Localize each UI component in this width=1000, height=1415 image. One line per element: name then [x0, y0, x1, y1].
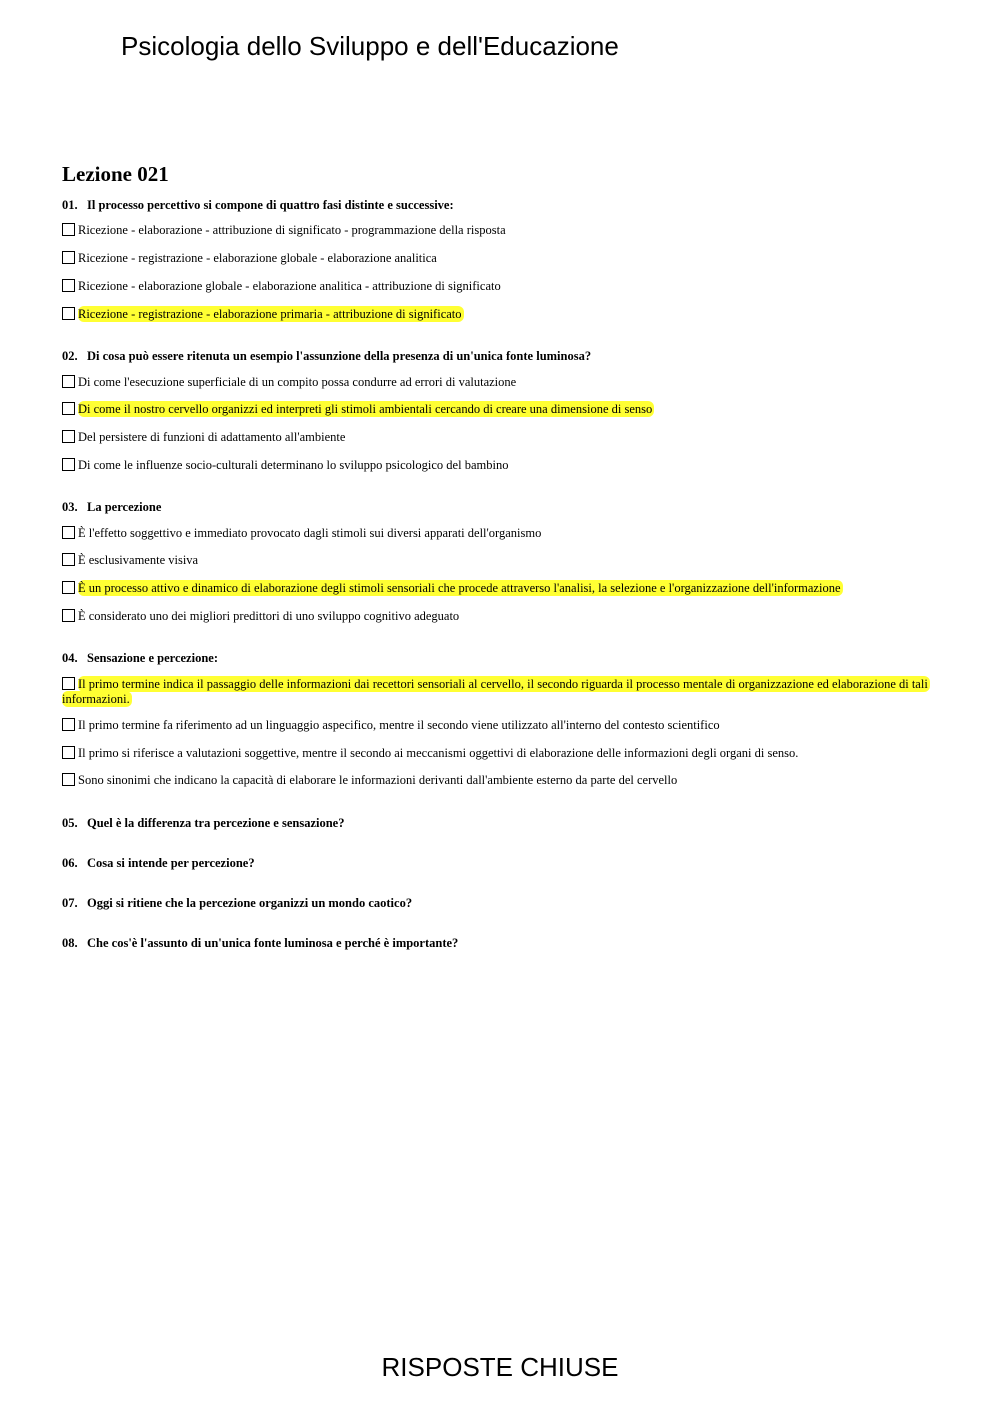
checkbox[interactable] [62, 526, 75, 539]
answer-text: Il primo termine fa riferimento ad un linguaggio aspecifico, mentre il secondo viene utilizzato all'interno del contesto scientifico [78, 718, 720, 732]
answer-option[interactable] [62, 458, 508, 473]
answer-text: Sono sinonimi che indicano la capacità di elaborare le informazioni derivanti dall'ambiente esterno da parte del cervello [78, 773, 678, 787]
question-text: Il processo percettivo si compone di quattro fasi distinte e successive: [87, 198, 454, 212]
answer-text: Ricezione - elaborazione - attribuzione di significato - programmazione della risposta [78, 223, 506, 237]
answer-text: Ricezione - elaborazione globale - elaborazione analitica - attribuzione di significato [78, 279, 501, 293]
question-text: Cosa si intende per percezione? [87, 856, 255, 870]
answer-text: È considerato uno dei migliori predittori di uno sviluppo cognitivo adeguato [78, 609, 460, 623]
answer-text: Del persistere di funzioni di adattamento all'ambiente [78, 430, 346, 444]
question-number: 03. [62, 500, 78, 514]
checkbox[interactable] [62, 307, 75, 320]
checkbox[interactable] [62, 746, 75, 759]
document-title: Psicologia dello Sviluppo e dell'Educazione [121, 31, 619, 61]
checkbox[interactable] [62, 251, 75, 264]
checkbox[interactable] [62, 553, 75, 566]
answer-option[interactable] [62, 553, 198, 568]
question-text: Oggi si ritiene che la percezione organizzi un mondo caotico? [87, 896, 413, 910]
checkbox[interactable] [62, 718, 75, 731]
answer-text: È l'effetto soggettivo e immediato provocato dagli stimoli sui diversi apparati dell'organismo [78, 526, 542, 540]
question-05 [62, 815, 344, 831]
highlighted-answer-text: Ricezione - registrazione - elaborazione primaria - attribuzione di significato [78, 307, 462, 321]
answer-text: Il primo si riferisce a valutazioni soggettive, mentre il secondo ai meccanismi oggettivi di elaborazione delle informazioni degli organi di senso. [78, 746, 799, 760]
question-07 [62, 895, 412, 911]
checkbox[interactable] [62, 402, 75, 415]
question-04 [62, 650, 218, 666]
answer-option-correct[interactable] [62, 677, 937, 707]
answer-option[interactable] [62, 773, 677, 788]
answer-option-correct[interactable] [62, 402, 654, 417]
answer-option[interactable] [62, 251, 437, 266]
question-text: Di cosa può essere ritenuta un esempio l'assunzione della presenza di un'unica fonte luminosa? [87, 349, 592, 363]
answer-option[interactable] [62, 746, 798, 761]
answer-option-correct[interactable] [62, 307, 464, 322]
answer-text: È esclusivamente visiva [78, 553, 199, 567]
question-02 [62, 348, 591, 364]
answer-option[interactable] [62, 609, 459, 624]
question-number: 01. [62, 198, 78, 212]
checkbox[interactable] [62, 609, 75, 622]
question-06 [62, 855, 255, 871]
answer-option[interactable] [62, 718, 720, 733]
highlighted-answer-text: È un processo attivo e dinamico di elaborazione degli stimoli sensoriali che procede attraverso l'analisi, la selezione e l'organizzazione dell'informazione [78, 581, 841, 595]
checkbox[interactable] [62, 458, 75, 471]
question-text: Quel è la differenza tra percezione e sensazione? [87, 816, 345, 830]
question-number: 07. [62, 896, 78, 910]
question-number: 05. [62, 816, 78, 830]
checkbox[interactable] [62, 677, 75, 690]
question-number: 08. [62, 936, 78, 950]
answer-option[interactable] [62, 223, 506, 238]
question-01 [62, 197, 454, 213]
answer-option[interactable] [62, 526, 541, 541]
footer-title: RISPOSTE CHIUSE [381, 1352, 619, 1382]
question-03 [62, 499, 161, 515]
checkbox[interactable] [62, 430, 75, 443]
checkbox[interactable] [62, 581, 75, 594]
highlighted-answer-text: Di come il nostro cervello organizzi ed interpreti gli stimoli ambientali cercando di creare una dimensione di senso [78, 402, 653, 416]
answer-text: Ricezione - registrazione - elaborazione globale - elaborazione analitica [78, 251, 437, 265]
question-number: 04. [62, 651, 78, 665]
checkbox[interactable] [62, 773, 75, 786]
question-number: 02. [62, 349, 78, 363]
checkbox[interactable] [62, 375, 75, 388]
answer-option[interactable] [62, 375, 516, 390]
question-text: Che cos'è l'assunto di un'unica fonte luminosa e perché è importante? [87, 936, 459, 950]
answer-option[interactable] [62, 279, 501, 294]
question-text: La percezione [87, 500, 162, 514]
answer-option[interactable] [62, 430, 345, 445]
answer-option-correct[interactable] [62, 581, 843, 596]
question-08 [62, 935, 458, 951]
lesson-title: Lezione 021 [62, 162, 169, 186]
highlighted-answer-text: Il primo termine indica il passaggio delle informazioni dai recettori sensoriali al cervello, il secondo riguarda il processo mentale di organizzazione ed elaborazione di tali informazioni. [62, 677, 928, 706]
answer-text: Di come l'esecuzione superficiale di un compito possa condurre ad errori di valutazione [78, 375, 517, 389]
answer-text: Di come le influenze socio-culturali determinano lo sviluppo psicologico del bambino [78, 458, 509, 472]
question-text: Sensazione e percezione: [87, 651, 218, 665]
checkbox[interactable] [62, 223, 75, 236]
checkbox[interactable] [62, 279, 75, 292]
question-number: 06. [62, 856, 78, 870]
